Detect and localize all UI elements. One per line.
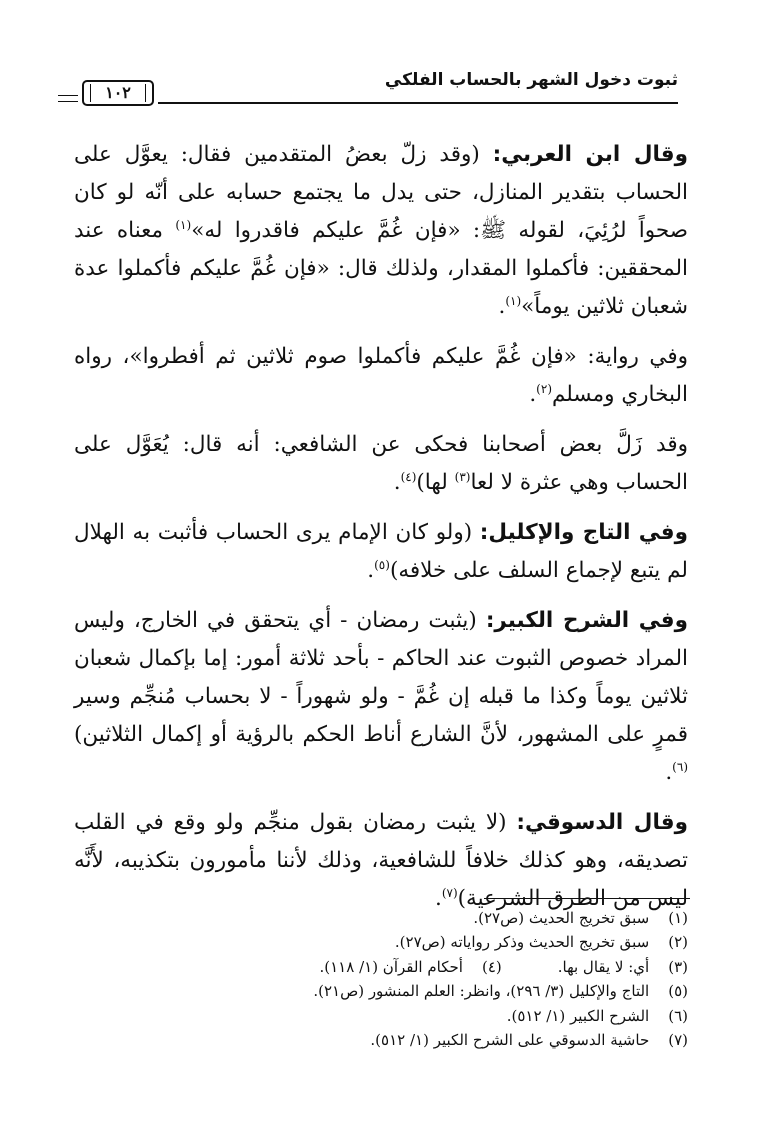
paragraph-text: لها) bbox=[416, 470, 455, 495]
paragraph-riwaya bbox=[74, 338, 688, 414]
footnote-text: سبق تخريج الحديث وذكر رواياته (ص٢٧). bbox=[394, 933, 650, 952]
footnote-separator bbox=[484, 898, 690, 899]
footnote-text: سبق تخريج الحديث (ص٢٧). bbox=[473, 909, 650, 927]
footnote-text: التاج والإكليل (٣/ ٢٩٦)، وانظر: العلم المنشور (ص٢١). bbox=[313, 982, 650, 1001]
paragraph-text: . bbox=[665, 760, 673, 785]
footnote-number: (٢) bbox=[668, 933, 688, 952]
paragraph-text: (ولو كان الإمام يرى الحساب فأثبت به الهلال لم يتبع لإجماع السلف على خلافه) bbox=[74, 520, 688, 583]
footnote-text: أحكام القرآن (١/ ١١٨). bbox=[319, 957, 463, 976]
footnote-number: (٧) bbox=[668, 1031, 688, 1050]
paragraph-text: معناه عند المحققين: فأكملوا المقدار، ولذلك قال: «فإن غُمَّ عليكم فأكملوا عدة شعبان ثلاثين يوماً» bbox=[74, 218, 688, 319]
footnote-number: (٤) bbox=[481, 957, 502, 976]
footnote-number: (٥) bbox=[668, 982, 688, 1001]
paragraph-text: . bbox=[434, 886, 442, 911]
running-header bbox=[58, 62, 678, 118]
header-dash-top bbox=[58, 95, 78, 96]
paragraph-shafii bbox=[74, 426, 688, 502]
footnote-text: أي: لا يقال بها. bbox=[557, 957, 650, 976]
page-number-frame bbox=[82, 80, 154, 106]
paragraph-taj-iklil bbox=[74, 514, 688, 590]
footnote-number: (١) bbox=[668, 909, 688, 927]
paragraph-text: . bbox=[393, 470, 401, 495]
footnote-ref: (٣) bbox=[454, 469, 471, 484]
paragraph-text: وفي رواية: «فإن غُمَّ عليكم فأكملوا صوم ثلاثين ثم أفطروا»، رواه البخاري ومسلم bbox=[74, 344, 688, 407]
header-dash-bottom bbox=[58, 101, 78, 102]
footnote-6 bbox=[74, 1004, 688, 1028]
footnote-number: (٦) bbox=[668, 1006, 688, 1025]
footnote-ref: (٢) bbox=[536, 381, 552, 396]
paragraph-text: . bbox=[498, 294, 506, 319]
paragraph-ibn-al-arabi bbox=[74, 136, 688, 326]
source-label: وفي الشرح الكبير: bbox=[485, 608, 688, 633]
paragraph-text: وقد زَلَّ بعض أصحابنا فحكى عن الشافعي: أنه قال: يُعَوَّل على الحساب وهي عثرة لا لعا bbox=[74, 432, 688, 495]
footnote-1 bbox=[74, 906, 688, 930]
footnote-number: (٣) bbox=[668, 957, 688, 976]
footnote-text: الشرح الكبير (١/ ٥١٢). bbox=[506, 1006, 650, 1025]
speaker-label: وقال ابن العربي: bbox=[492, 142, 688, 167]
footnote-ref: (٥) bbox=[374, 557, 390, 572]
paragraph-text: (لا يثبت رمضان بقول منجِّم ولو وقع في القلب تصديقه، وهو كذلك خلافاً للشافعية، وذلك لأننا مأمورون بتكذيبه، لأَنَّه ليس من الطرق الشرعية) bbox=[74, 810, 688, 911]
footnote-ref: (٤) bbox=[400, 469, 417, 484]
footnote-ref: (٧) bbox=[441, 885, 458, 900]
header-rule bbox=[158, 102, 678, 104]
paragraph-dasuqi bbox=[74, 804, 688, 918]
paragraph-text: (يثبت رمضان - أي يتحقق في الخارج، وليس المراد خصوص الثبوت عند الحاكم - بأحد ثلاثة أمور: إما بإكمال شعبان ثلاثين يوماً وكذا ما قبله إن غُمَّ - ولو شهوراً - لا بحساب مُنجِّم وسير قمرٍ على المشهور، لأنَّ الشارع أناط الحكم بالرؤية أو إكمال الثلاثين) bbox=[74, 608, 688, 747]
paragraph-sharh-kabir bbox=[74, 602, 688, 792]
footnote-7 bbox=[74, 1028, 688, 1052]
footnote-ref: (١) bbox=[175, 217, 192, 232]
source-label: وفي التاج والإكليل: bbox=[479, 520, 688, 545]
footnote-2 bbox=[74, 930, 688, 954]
page-number: ١٠٢ bbox=[90, 84, 146, 102]
footnote-text: حاشية الدسوقي على الشرح الكبير (١/ ٥١٢). bbox=[370, 1031, 650, 1050]
paragraph-text: . bbox=[367, 558, 375, 583]
main-text bbox=[74, 136, 688, 930]
paragraph-text: (وقد زلّ بعضُ المتقدمين فقال: يعوَّل على الحساب بتقدير المنازل، حتى يدل ما يجتمع حسابه على أنّه لو كان صحواً لرُئِيَ، لقوله ﷺ: «فإن غُمَّ عليكم فاقدروا له» bbox=[74, 142, 688, 243]
running-title: ثبوت دخول الشهر بالحساب الفلكي bbox=[384, 70, 678, 90]
footnote-ref: (١) bbox=[505, 293, 522, 308]
footnote-3-4 bbox=[74, 955, 688, 979]
footnote-5 bbox=[74, 979, 688, 1003]
footnote-ref: (٦) bbox=[672, 759, 688, 774]
paragraph-text: . bbox=[529, 382, 537, 407]
speaker-label: وقال الدسوقي: bbox=[516, 810, 688, 835]
footnotes bbox=[74, 906, 688, 1052]
